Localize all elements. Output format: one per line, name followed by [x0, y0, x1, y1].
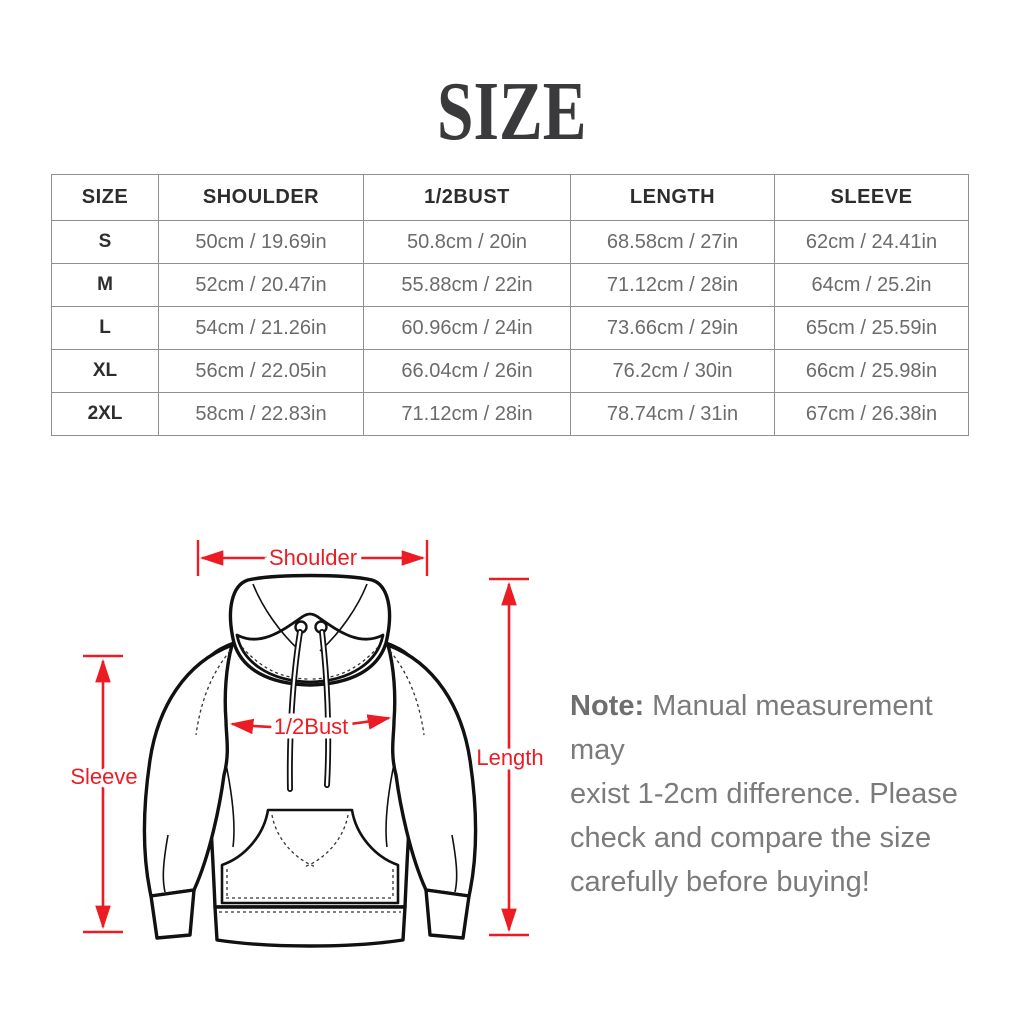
- size-label: L: [52, 307, 159, 350]
- sleeve-value: 65cm / 25.59in: [775, 307, 969, 350]
- shoulder-value: 56cm / 22.05in: [159, 350, 364, 393]
- shoulder-value: 50cm / 19.69in: [159, 221, 364, 264]
- page-title-text: SIZE: [437, 65, 587, 158]
- sleeve-arrow-label: Sleeve: [70, 764, 138, 789]
- sleeve-value: 66cm / 25.98in: [775, 350, 969, 393]
- length-value: 73.66cm / 29in: [571, 307, 775, 350]
- bust-value: 60.96cm / 24in: [364, 307, 571, 350]
- column-header-size: SIZE: [52, 175, 159, 221]
- header-row: [52, 175, 969, 221]
- bust-value: 55.88cm / 22in: [364, 264, 571, 307]
- left-cuff: [151, 890, 194, 938]
- shoulder-value: 54cm / 21.26in: [159, 307, 364, 350]
- size-label: M: [52, 264, 159, 307]
- bust-value: 71.12cm / 28in: [364, 393, 571, 436]
- shoulder-value: 52cm / 20.47in: [159, 264, 364, 307]
- table-row-s: [52, 221, 969, 264]
- length-value: 78.74cm / 31in: [571, 393, 775, 436]
- bust-value: 66.04cm / 26in: [364, 350, 571, 393]
- length-arrow-label: Length: [476, 745, 544, 770]
- sleeve-value: 62cm / 24.41in: [775, 221, 969, 264]
- hoodie-line-drawing: [60, 535, 560, 975]
- bust-value: 50.8cm / 20in: [364, 221, 571, 264]
- column-header-length: LENGTH: [571, 175, 775, 221]
- table-row-xl: [52, 350, 969, 393]
- length-value: 68.58cm / 27in: [571, 221, 775, 264]
- shoulder-value: 58cm / 22.83in: [159, 393, 364, 436]
- right-cuff: [426, 890, 469, 938]
- note-text: [570, 684, 980, 904]
- table-row-2xl: [52, 393, 969, 436]
- table-row-l: [52, 307, 969, 350]
- hoodie-measurement-diagram: [60, 535, 560, 975]
- length-value: 76.2cm / 30in: [571, 350, 775, 393]
- bust-arrow-label: 1/2Bust: [273, 714, 349, 739]
- hoodie-graphic: [145, 576, 476, 947]
- size-label: S: [52, 221, 159, 264]
- note-line-3: check and compare the size: [570, 822, 932, 854]
- table-row-m: [52, 264, 969, 307]
- page-title: [0, 65, 1024, 158]
- length-value: 71.12cm / 28in: [571, 264, 775, 307]
- column-header-sleeve: SLEEVE: [775, 175, 969, 221]
- note-line-1: Manual measurement may: [570, 690, 933, 766]
- note-line-2: exist 1-2cm difference. Please: [570, 778, 958, 810]
- size-label: XL: [52, 350, 159, 393]
- size-label: 2XL: [52, 393, 159, 436]
- note-label: Note:: [570, 690, 645, 722]
- size-chart-table: [51, 174, 969, 436]
- sleeve-value: 64cm / 25.2in: [775, 264, 969, 307]
- shoulder-arrow-label: Shoulder: [268, 545, 358, 570]
- column-header-bust: 1/2BUST: [364, 175, 571, 221]
- sleeve-value: 67cm / 26.38in: [775, 393, 969, 436]
- hem-band: [215, 907, 405, 946]
- column-header-shoulder: SHOULDER: [159, 175, 364, 221]
- note-line-4: carefully before buying!: [570, 866, 870, 898]
